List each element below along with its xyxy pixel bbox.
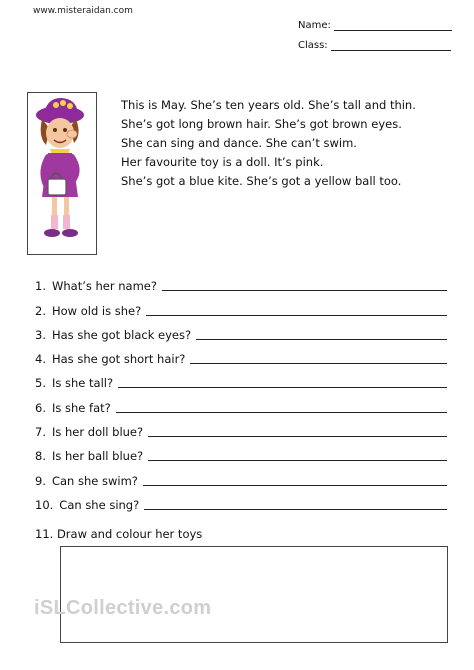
story-line: She’s got a blue kite. She’s got a yellow ball too.	[121, 174, 402, 188]
question-item	[35, 366, 447, 390]
question-number: 4.	[35, 352, 46, 367]
question-text: Has she got black eyes?	[51, 327, 192, 342]
question-text: What’s her name?	[51, 279, 157, 294]
question-item	[35, 390, 447, 414]
question-text: Is her ball blue?	[51, 449, 144, 464]
answer-line[interactable]	[190, 351, 447, 364]
question-text: Is her doll blue?	[51, 425, 144, 440]
answer-line[interactable]	[162, 278, 447, 291]
handbag-icon	[48, 179, 66, 195]
question-list	[35, 269, 447, 512]
story-line: This is May. She’s ten years old. She’s tall and thin.	[121, 98, 416, 112]
question-text: How old is she?	[51, 303, 142, 318]
question-item	[35, 342, 447, 366]
question-number: 2.	[35, 303, 46, 318]
class-field[interactable]	[298, 40, 451, 51]
class-answer-line[interactable]	[331, 40, 451, 51]
question-text: Can she swim?	[51, 473, 138, 488]
question-number: 8.	[35, 449, 46, 464]
question-item	[35, 488, 447, 512]
answer-line[interactable]	[143, 473, 447, 486]
question-item	[35, 439, 447, 463]
eye-right	[63, 128, 67, 132]
question-number: 10.	[35, 497, 54, 512]
question-item	[35, 293, 447, 317]
shoe-right	[62, 229, 78, 237]
hat-flower-icon	[67, 103, 73, 109]
shoe-left	[44, 229, 60, 237]
question-number: 7.	[35, 425, 46, 440]
question-text: Can she sing?	[59, 497, 140, 512]
drawing-prompt: 11. Draw and colour her toys	[35, 527, 203, 541]
question-number: 9.	[35, 473, 46, 488]
story-line: Her favourite toy is a doll. It’s pink.	[121, 155, 324, 169]
name-label: Name:	[298, 20, 331, 31]
question-number: 5.	[35, 376, 46, 391]
story-line: She can sing and dance. She can’t swim.	[121, 136, 357, 150]
sock-left	[51, 215, 58, 229]
hat-flower-icon	[53, 102, 59, 108]
question-number: 3.	[35, 327, 46, 342]
eye-left	[53, 128, 57, 132]
answer-line[interactable]	[148, 424, 447, 437]
nose	[67, 130, 77, 138]
question-text: Is she fat?	[51, 400, 111, 415]
girl-illustration	[28, 93, 96, 254]
answer-line[interactable]	[148, 448, 447, 461]
question-number: 1.	[35, 279, 46, 294]
name-answer-line[interactable]	[334, 20, 452, 31]
answer-line[interactable]	[196, 327, 447, 340]
question-item	[35, 415, 447, 439]
story-line: She’s got long brown hair. She’s got brown eyes.	[121, 117, 402, 131]
question-item	[35, 269, 447, 293]
story-paragraph	[121, 96, 461, 191]
sock-right	[63, 215, 70, 229]
hat-flower-icon	[60, 100, 66, 106]
answer-line[interactable]	[146, 303, 447, 316]
answer-line[interactable]	[118, 375, 447, 388]
question-item	[35, 463, 447, 487]
site-url: www.misteraidan.com	[33, 6, 133, 16]
question-number: 6.	[35, 400, 46, 415]
answer-line[interactable]	[144, 497, 447, 510]
name-field[interactable]	[298, 20, 452, 31]
class-label: Class:	[298, 40, 328, 51]
watermark-logo: iSLCollective.com	[34, 597, 212, 619]
question-text: Has she got short hair?	[51, 352, 186, 367]
may-illustration	[27, 92, 97, 255]
answer-line[interactable]	[116, 400, 447, 413]
question-item	[35, 318, 447, 342]
question-text: Is she tall?	[51, 376, 114, 391]
drawing-area[interactable]	[60, 546, 448, 643]
